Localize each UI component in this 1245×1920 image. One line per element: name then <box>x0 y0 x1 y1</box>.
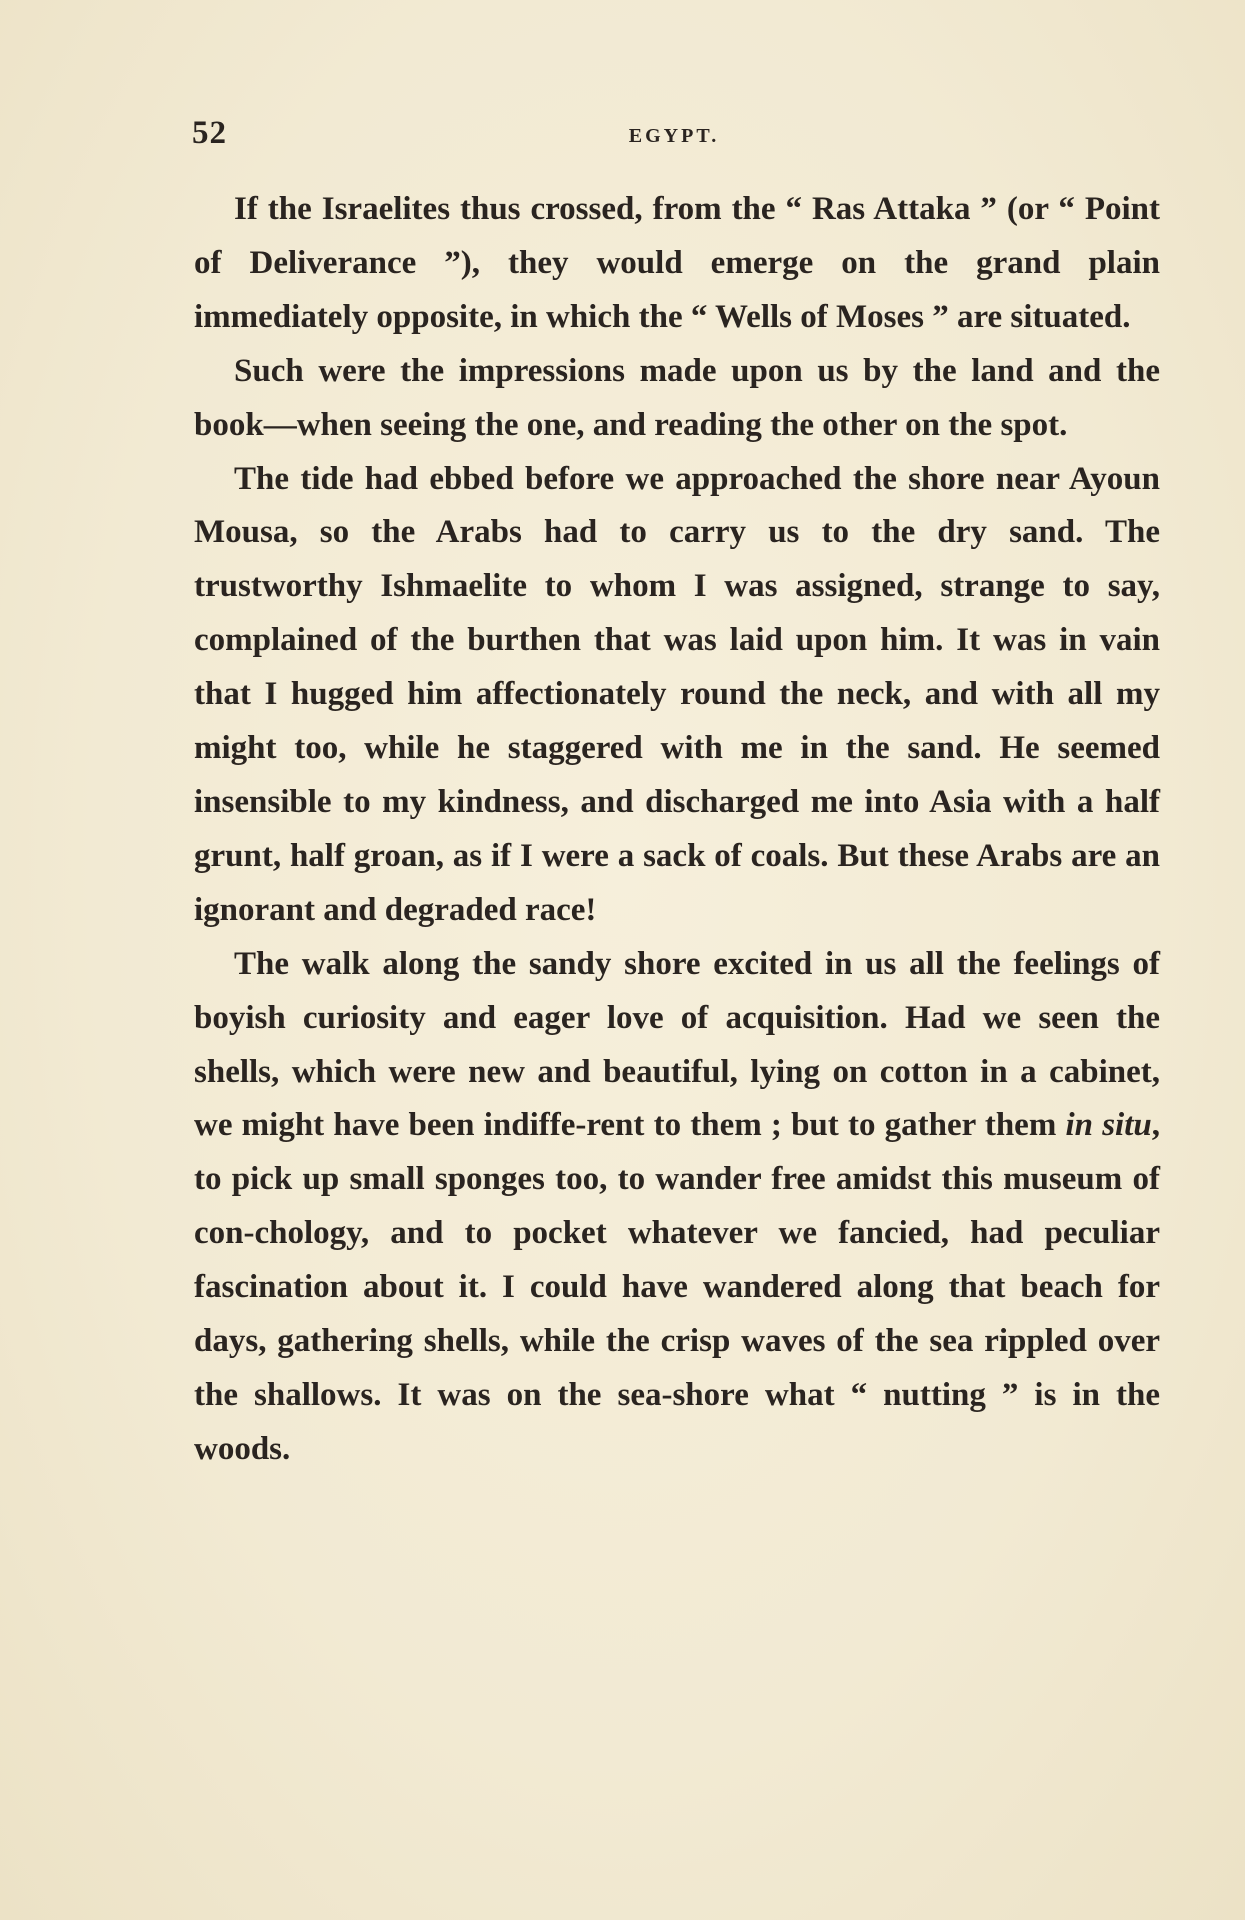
paragraph-2: Such were the impressions made upon us by the land and the book—when seeing the one, and reading the other on the spot. <box>194 352 1160 443</box>
paragraph-4-italic-phrase: in situ <box>1065 1107 1152 1144</box>
page-number: 52 <box>192 115 227 151</box>
paragraph-4-text-after: , to pick up small sponges too, to wander free amidst this museum of con-chology, and to pocket whatever we fancied, had peculiar fascination about it. I could have wandered along that beach for days, gathering shells, while the crisp waves of the sea rippled over the shallows. It was on the sea-shore what “ nutting ” is in the woods. <box>194 1107 1160 1467</box>
paragraph-3: The tide had ebbed before we approached the shore near Ayoun Mousa, so the Arabs had to carry us to the dry sand. The trustworthy Ishmaelite to whom I was assigned, strange to say, complained of the burthen that was laid upon him. It was in vain that I hugged him affectionately round the neck, and with all my might too, while he staggered with me in the sand. He seemed insensible to my kindness, and discharged me into Asia with a half grunt, half groan, as if I were a sack of coals. But these Arabs are an ignorant and degraded race! <box>194 460 1160 928</box>
body-text <box>194 183 1160 1477</box>
paragraph-4 <box>194 938 1160 1477</box>
running-head <box>192 115 1156 155</box>
paragraph-4-text-before: The walk along the sandy shore excited in us all the feelings of boyish curiosity and eager love of acquisition. Had we seen the shells, which were new and beautiful, lying on cotton in a cabinet, we might have been indiffe-rent to them ; but to gather them <box>194 945 1160 1144</box>
paragraph-1: If the Israelites thus crossed, from the “ Ras Attaka ” (or “ Point of Deliverance ”), they would emerge on the grand plain immediately opposite, in which the “ Wells of Moses ” are situated. <box>194 191 1160 335</box>
running-title: EGYPT. <box>628 125 720 147</box>
